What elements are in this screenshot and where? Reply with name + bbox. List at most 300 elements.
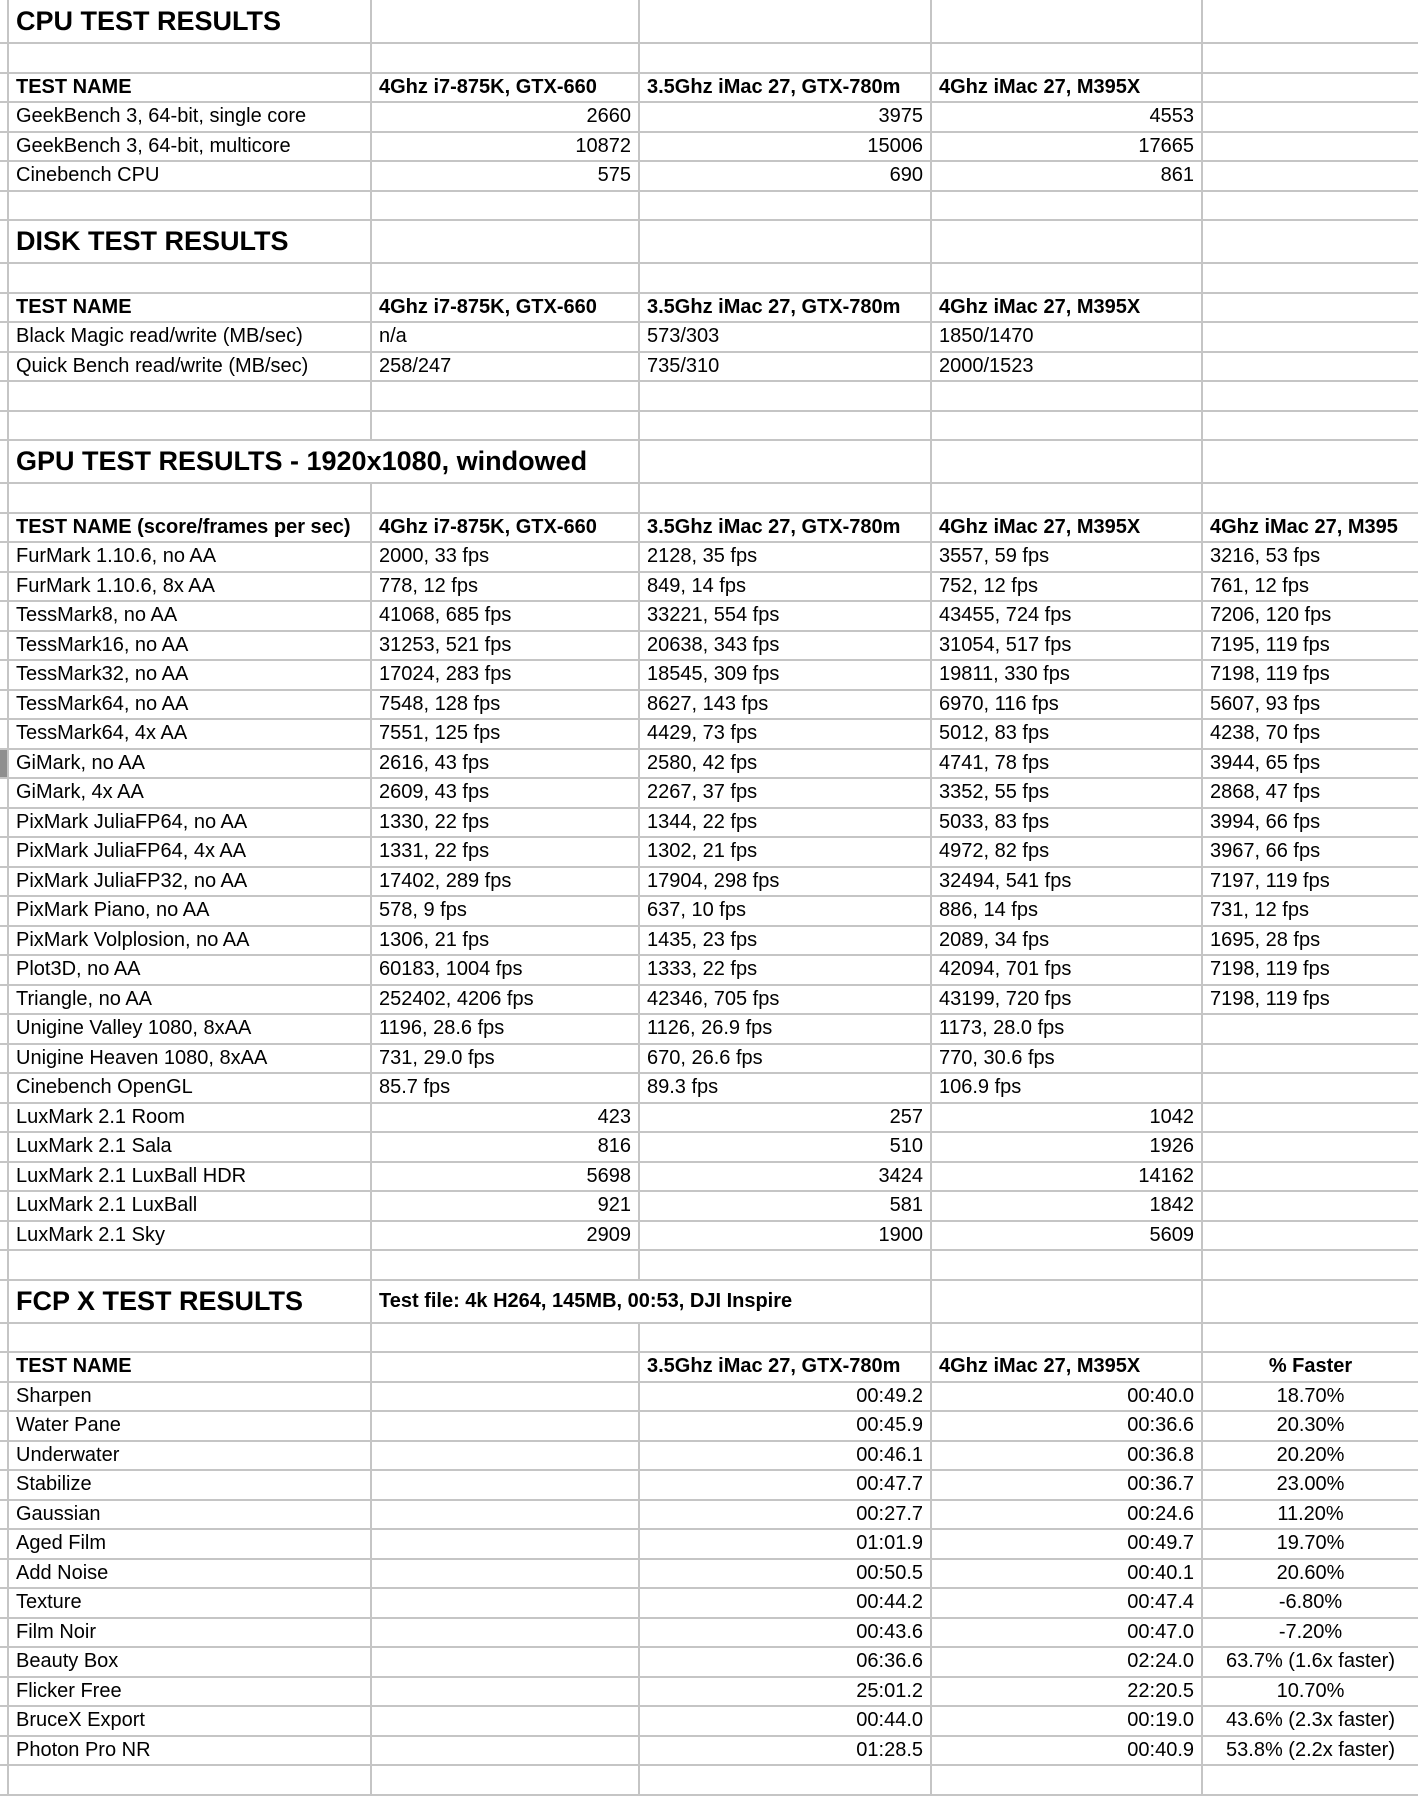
data-row bbox=[0, 955, 1418, 985]
sliver-cell bbox=[0, 867, 8, 897]
sliver-cell bbox=[0, 132, 8, 162]
sliver-cell bbox=[0, 1382, 8, 1412]
sliver-cell bbox=[0, 749, 8, 779]
data-row bbox=[0, 896, 1418, 926]
sliver-cell bbox=[0, 1736, 8, 1766]
data-row bbox=[0, 1191, 1418, 1221]
data-row bbox=[0, 1132, 1418, 1162]
empty-cell bbox=[1202, 263, 1418, 293]
value-cell: 10872 bbox=[371, 132, 639, 162]
value-cell: 573/303 bbox=[639, 322, 931, 352]
value-cell: 778, 12 fps bbox=[371, 572, 639, 602]
value-cell bbox=[1202, 352, 1418, 382]
data-row bbox=[0, 660, 1418, 690]
test-name-cell: Plot3D, no AA bbox=[8, 955, 371, 985]
value-cell bbox=[1202, 1162, 1418, 1192]
sliver-cell bbox=[0, 1647, 8, 1677]
value-cell: 4238, 70 fps bbox=[1202, 719, 1418, 749]
value-cell: 423 bbox=[371, 1103, 639, 1133]
value-cell: 41068, 685 fps bbox=[371, 601, 639, 631]
empty-cell bbox=[931, 440, 1202, 483]
value-cell bbox=[371, 1441, 639, 1471]
data-row bbox=[0, 601, 1418, 631]
data-row bbox=[0, 1559, 1418, 1589]
data-row bbox=[0, 867, 1418, 897]
section-title-row bbox=[0, 440, 1418, 483]
sliver-cell bbox=[0, 513, 8, 543]
empty-cell bbox=[1202, 483, 1418, 513]
sliver-cell bbox=[0, 1280, 8, 1323]
value-cell: 3557, 59 fps bbox=[931, 542, 1202, 572]
sliver-cell bbox=[0, 1529, 8, 1559]
sliver-cell bbox=[0, 1221, 8, 1251]
sliver-cell bbox=[0, 808, 8, 838]
value-cell: 4553 bbox=[931, 102, 1202, 132]
value-cell bbox=[1202, 102, 1418, 132]
value-cell: 106.9 fps bbox=[931, 1073, 1202, 1103]
data-row bbox=[0, 352, 1418, 382]
value-cell: 2000/1523 bbox=[931, 352, 1202, 382]
header-row bbox=[0, 293, 1418, 323]
value-cell: 575 bbox=[371, 161, 639, 191]
empty-cell bbox=[371, 483, 639, 513]
value-cell: 1331, 22 fps bbox=[371, 837, 639, 867]
test-name-cell: TessMark64, 4x AA bbox=[8, 719, 371, 749]
value-cell: 5698 bbox=[371, 1162, 639, 1192]
section-title-fcpx: FCP X TEST RESULTS bbox=[8, 1280, 371, 1323]
value-cell bbox=[371, 1559, 639, 1589]
value-cell: 23.00% bbox=[1202, 1470, 1418, 1500]
test-name-cell: LuxMark 2.1 Sky bbox=[8, 1221, 371, 1251]
test-name-cell: FurMark 1.10.6, no AA bbox=[8, 542, 371, 572]
data-row bbox=[0, 132, 1418, 162]
column-header: TEST NAME bbox=[8, 293, 371, 323]
data-row bbox=[0, 1073, 1418, 1103]
value-cell: 17024, 283 fps bbox=[371, 660, 639, 690]
value-cell bbox=[371, 1411, 639, 1441]
data-row bbox=[0, 572, 1418, 602]
value-cell: 849, 14 fps bbox=[639, 572, 931, 602]
value-cell: 17402, 289 fps bbox=[371, 867, 639, 897]
sliver-cell bbox=[0, 719, 8, 749]
blank-row bbox=[0, 191, 1418, 221]
value-cell bbox=[1202, 1132, 1418, 1162]
column-header: 4Ghz iMac 27, M395X bbox=[931, 513, 1202, 543]
value-cell: 42346, 705 fps bbox=[639, 985, 931, 1015]
empty-cell bbox=[931, 43, 1202, 73]
blank-row bbox=[0, 483, 1418, 513]
value-cell: 3967, 66 fps bbox=[1202, 837, 1418, 867]
value-cell: 15006 bbox=[639, 132, 931, 162]
value-cell bbox=[371, 1736, 639, 1766]
test-name-cell: TessMark8, no AA bbox=[8, 601, 371, 631]
value-cell: 1330, 22 fps bbox=[371, 808, 639, 838]
value-cell: 00:40.0 bbox=[931, 1382, 1202, 1412]
value-cell bbox=[371, 1647, 639, 1677]
value-cell bbox=[371, 1588, 639, 1618]
sliver-cell bbox=[0, 1162, 8, 1192]
empty-cell bbox=[371, 1765, 639, 1795]
empty-cell bbox=[931, 381, 1202, 411]
empty-cell bbox=[931, 263, 1202, 293]
test-name-cell: LuxMark 2.1 Sala bbox=[8, 1132, 371, 1162]
value-cell: 5012, 83 fps bbox=[931, 719, 1202, 749]
value-cell: 53.8% (2.2x faster) bbox=[1202, 1736, 1418, 1766]
value-cell: 3975 bbox=[639, 102, 931, 132]
column-header: TEST NAME (score/frames per sec) bbox=[8, 513, 371, 543]
sliver-cell bbox=[0, 601, 8, 631]
value-cell: 00:36.8 bbox=[931, 1441, 1202, 1471]
value-cell: 02:24.0 bbox=[931, 1647, 1202, 1677]
value-cell: 00:36.6 bbox=[931, 1411, 1202, 1441]
empty-cell bbox=[639, 1765, 931, 1795]
test-name-cell: PixMark Volplosion, no AA bbox=[8, 926, 371, 956]
test-name-cell: GeekBench 3, 64-bit, single core bbox=[8, 102, 371, 132]
test-name-cell: Black Magic read/write (MB/sec) bbox=[8, 322, 371, 352]
sliver-cell bbox=[0, 1559, 8, 1589]
data-row bbox=[0, 1706, 1418, 1736]
test-name-cell: Water Pane bbox=[8, 1411, 371, 1441]
column-header: 3.5Ghz iMac 27, GTX-780m bbox=[639, 293, 931, 323]
sliver-cell bbox=[0, 293, 8, 323]
blank-row bbox=[0, 1765, 1418, 1795]
value-cell: 43199, 720 fps bbox=[931, 985, 1202, 1015]
test-name-cell: TessMark64, no AA bbox=[8, 690, 371, 720]
sliver-cell bbox=[0, 1411, 8, 1441]
value-cell: 2580, 42 fps bbox=[639, 749, 931, 779]
section-title-disk: DISK TEST RESULTS bbox=[8, 220, 371, 263]
column-header: 4Ghz iMac 27, M395X bbox=[931, 293, 1202, 323]
column-header: 4Ghz i7-875K, GTX-660 bbox=[371, 513, 639, 543]
test-name-cell: Underwater bbox=[8, 1441, 371, 1471]
value-cell bbox=[1202, 322, 1418, 352]
sliver-cell bbox=[0, 631, 8, 661]
sliver-cell bbox=[0, 1132, 8, 1162]
empty-cell bbox=[1202, 440, 1418, 483]
empty-cell bbox=[371, 1323, 639, 1353]
value-cell: 1196, 28.6 fps bbox=[371, 1014, 639, 1044]
data-row bbox=[0, 1647, 1418, 1677]
value-cell: 1333, 22 fps bbox=[639, 955, 931, 985]
empty-cell bbox=[931, 411, 1202, 441]
test-name-cell: Film Noir bbox=[8, 1618, 371, 1648]
value-cell: 00:47.7 bbox=[639, 1470, 931, 1500]
value-cell bbox=[371, 1677, 639, 1707]
empty-cell bbox=[371, 220, 639, 263]
empty-cell bbox=[8, 483, 371, 513]
value-cell: 257 bbox=[639, 1103, 931, 1133]
value-cell: 32494, 541 fps bbox=[931, 867, 1202, 897]
empty-cell bbox=[639, 0, 931, 43]
empty-cell bbox=[8, 1765, 371, 1795]
value-cell: 18545, 309 fps bbox=[639, 660, 931, 690]
value-cell: 01:28.5 bbox=[639, 1736, 931, 1766]
value-cell: 670, 26.6 fps bbox=[639, 1044, 931, 1074]
test-name-cell: Sharpen bbox=[8, 1382, 371, 1412]
blank-row bbox=[0, 1250, 1418, 1280]
sliver-cell bbox=[0, 1250, 8, 1280]
test-name-cell: LuxMark 2.1 LuxBall HDR bbox=[8, 1162, 371, 1192]
value-cell: 00:47.0 bbox=[931, 1618, 1202, 1648]
value-cell: 637, 10 fps bbox=[639, 896, 931, 926]
test-name-cell: Quick Bench read/write (MB/sec) bbox=[8, 352, 371, 382]
sliver-cell bbox=[0, 1500, 8, 1530]
sliver-cell bbox=[0, 1470, 8, 1500]
empty-cell bbox=[8, 191, 371, 221]
test-name-cell: Unigine Heaven 1080, 8xAA bbox=[8, 1044, 371, 1074]
sliver-cell bbox=[0, 440, 8, 483]
empty-cell bbox=[1202, 411, 1418, 441]
test-name-cell: Triangle, no AA bbox=[8, 985, 371, 1015]
column-header: 3.5Ghz iMac 27, GTX-780m bbox=[639, 73, 931, 103]
empty-cell bbox=[1202, 0, 1418, 43]
value-cell: 89.3 fps bbox=[639, 1073, 931, 1103]
value-cell: 00:46.1 bbox=[639, 1441, 931, 1471]
test-name-cell: PixMark JuliaFP32, no AA bbox=[8, 867, 371, 897]
sliver-cell bbox=[0, 263, 8, 293]
value-cell: 1126, 26.9 fps bbox=[639, 1014, 931, 1044]
blank-row bbox=[0, 1323, 1418, 1353]
column-header: 3.5Ghz iMac 27, GTX-780m bbox=[639, 513, 931, 543]
test-name-cell: Cinebench CPU bbox=[8, 161, 371, 191]
value-cell: 5607, 93 fps bbox=[1202, 690, 1418, 720]
sliver-cell bbox=[0, 352, 8, 382]
sliver-cell bbox=[0, 1014, 8, 1044]
empty-cell bbox=[639, 381, 931, 411]
test-name-cell: FurMark 1.10.6, 8x AA bbox=[8, 572, 371, 602]
empty-cell bbox=[931, 1250, 1202, 1280]
value-cell: 2616, 43 fps bbox=[371, 749, 639, 779]
value-cell: 752, 12 fps bbox=[931, 572, 1202, 602]
section-title-row bbox=[0, 1280, 1418, 1323]
data-row bbox=[0, 1677, 1418, 1707]
sliver-cell bbox=[0, 896, 8, 926]
value-cell: 816 bbox=[371, 1132, 639, 1162]
value-cell: 18.70% bbox=[1202, 1382, 1418, 1412]
empty-cell bbox=[639, 263, 931, 293]
value-cell bbox=[1202, 1221, 1418, 1251]
data-row bbox=[0, 1588, 1418, 1618]
data-row bbox=[0, 1470, 1418, 1500]
data-row bbox=[0, 1618, 1418, 1648]
sliver-cell bbox=[0, 690, 8, 720]
value-cell: 3352, 55 fps bbox=[931, 778, 1202, 808]
empty-cell bbox=[8, 263, 371, 293]
value-cell: 19.70% bbox=[1202, 1529, 1418, 1559]
value-cell: 581 bbox=[639, 1191, 931, 1221]
empty-cell bbox=[371, 381, 639, 411]
sliver-cell bbox=[0, 955, 8, 985]
empty-cell bbox=[1202, 1250, 1418, 1280]
sliver-cell bbox=[0, 191, 8, 221]
value-cell: 770, 30.6 fps bbox=[931, 1044, 1202, 1074]
data-row bbox=[0, 690, 1418, 720]
sliver-cell bbox=[0, 1323, 8, 1353]
data-row bbox=[0, 778, 1418, 808]
data-row bbox=[0, 1736, 1418, 1766]
value-cell: 31054, 517 fps bbox=[931, 631, 1202, 661]
header-row bbox=[0, 1352, 1418, 1382]
value-cell: 00:47.4 bbox=[931, 1588, 1202, 1618]
data-row bbox=[0, 1014, 1418, 1044]
test-name-cell: Add Noise bbox=[8, 1559, 371, 1589]
empty-cell bbox=[371, 43, 639, 73]
sliver-cell bbox=[0, 1191, 8, 1221]
sliver-cell bbox=[0, 161, 8, 191]
sliver-cell bbox=[0, 483, 8, 513]
column-header bbox=[1202, 73, 1418, 103]
value-cell: 31253, 521 fps bbox=[371, 631, 639, 661]
value-cell: 2660 bbox=[371, 102, 639, 132]
data-row bbox=[0, 1382, 1418, 1412]
sliver-cell bbox=[0, 926, 8, 956]
value-cell: 00:27.7 bbox=[639, 1500, 931, 1530]
sliver-cell bbox=[0, 43, 8, 73]
value-cell: 22:20.5 bbox=[931, 1677, 1202, 1707]
sliver-cell bbox=[0, 322, 8, 352]
empty-cell bbox=[1202, 1323, 1418, 1353]
value-cell: 00:49.2 bbox=[639, 1382, 931, 1412]
value-cell: 1900 bbox=[639, 1221, 931, 1251]
sliver-cell bbox=[0, 1677, 8, 1707]
value-cell: 00:44.2 bbox=[639, 1588, 931, 1618]
value-cell: 60183, 1004 fps bbox=[371, 955, 639, 985]
value-cell: 1042 bbox=[931, 1103, 1202, 1133]
sliver-cell bbox=[0, 1103, 8, 1133]
value-cell: 42094, 701 fps bbox=[931, 955, 1202, 985]
value-cell: 731, 12 fps bbox=[1202, 896, 1418, 926]
empty-cell bbox=[931, 1280, 1202, 1323]
data-row bbox=[0, 161, 1418, 191]
empty-cell bbox=[371, 411, 639, 441]
value-cell: 11.20% bbox=[1202, 1500, 1418, 1530]
value-cell: 00:45.9 bbox=[639, 1411, 931, 1441]
value-cell: 7198, 119 fps bbox=[1202, 985, 1418, 1015]
sliver-cell bbox=[0, 1765, 8, 1795]
empty-cell bbox=[931, 483, 1202, 513]
test-name-cell: Flicker Free bbox=[8, 1677, 371, 1707]
value-cell: 20638, 343 fps bbox=[639, 631, 931, 661]
value-cell: 10.70% bbox=[1202, 1677, 1418, 1707]
blank-row bbox=[0, 263, 1418, 293]
value-cell: 690 bbox=[639, 161, 931, 191]
sliver-cell bbox=[0, 1618, 8, 1648]
test-name-cell: Stabilize bbox=[8, 1470, 371, 1500]
column-header: 4Ghz iMac 27, M395 bbox=[1202, 513, 1418, 543]
sliver-cell bbox=[0, 73, 8, 103]
sliver-cell bbox=[0, 542, 8, 572]
test-name-cell: PixMark JuliaFP64, 4x AA bbox=[8, 837, 371, 867]
value-cell: 5033, 83 fps bbox=[931, 808, 1202, 838]
empty-cell bbox=[8, 381, 371, 411]
test-name-cell: PixMark JuliaFP64, no AA bbox=[8, 808, 371, 838]
value-cell bbox=[1202, 132, 1418, 162]
value-cell: 5609 bbox=[931, 1221, 1202, 1251]
value-cell bbox=[371, 1529, 639, 1559]
value-cell: 7197, 119 fps bbox=[1202, 867, 1418, 897]
test-name-cell: Cinebench OpenGL bbox=[8, 1073, 371, 1103]
value-cell: 00:36.7 bbox=[931, 1470, 1202, 1500]
value-cell: 17904, 298 fps bbox=[639, 867, 931, 897]
value-cell: 7548, 128 fps bbox=[371, 690, 639, 720]
data-row bbox=[0, 985, 1418, 1015]
value-cell: 00:43.6 bbox=[639, 1618, 931, 1648]
section-title-gpu: GPU TEST RESULTS - 1920x1080, windowed bbox=[8, 440, 639, 483]
sliver-cell bbox=[0, 660, 8, 690]
data-row bbox=[0, 1411, 1418, 1441]
column-header: TEST NAME bbox=[8, 73, 371, 103]
value-cell: -7.20% bbox=[1202, 1618, 1418, 1648]
column-header: 4Ghz i7-875K, GTX-660 bbox=[371, 293, 639, 323]
header-row bbox=[0, 513, 1418, 543]
empty-cell bbox=[639, 440, 931, 483]
column-header: TEST NAME bbox=[8, 1352, 371, 1382]
empty-cell bbox=[8, 1250, 371, 1280]
empty-cell bbox=[931, 1765, 1202, 1795]
data-row bbox=[0, 926, 1418, 956]
sliver-cell bbox=[0, 1073, 8, 1103]
data-row bbox=[0, 102, 1418, 132]
sliver-cell bbox=[0, 837, 8, 867]
value-cell: 2868, 47 fps bbox=[1202, 778, 1418, 808]
value-cell: 00:49.7 bbox=[931, 1529, 1202, 1559]
empty-cell bbox=[1202, 1765, 1418, 1795]
value-cell: 258/247 bbox=[371, 352, 639, 382]
value-cell: 3424 bbox=[639, 1162, 931, 1192]
sliver-cell bbox=[0, 102, 8, 132]
value-cell: 731, 29.0 fps bbox=[371, 1044, 639, 1074]
blank-row bbox=[0, 43, 1418, 73]
value-cell: 4429, 73 fps bbox=[639, 719, 931, 749]
empty-cell bbox=[371, 191, 639, 221]
column-header: 4Ghz iMac 27, M395X bbox=[931, 1352, 1202, 1382]
value-cell: 17665 bbox=[931, 132, 1202, 162]
value-cell bbox=[371, 1706, 639, 1736]
value-cell: 7198, 119 fps bbox=[1202, 955, 1418, 985]
value-cell: 1344, 22 fps bbox=[639, 808, 931, 838]
value-cell: 4741, 78 fps bbox=[931, 749, 1202, 779]
data-row bbox=[0, 1044, 1418, 1074]
test-name-cell: BruceX Export bbox=[8, 1706, 371, 1736]
column-header bbox=[371, 1352, 639, 1382]
empty-cell bbox=[371, 1250, 639, 1280]
value-cell: 886, 14 fps bbox=[931, 896, 1202, 926]
value-cell: 8627, 143 fps bbox=[639, 690, 931, 720]
value-cell: 1173, 28.0 fps bbox=[931, 1014, 1202, 1044]
data-row bbox=[0, 1103, 1418, 1133]
blank-row bbox=[0, 411, 1418, 441]
value-cell: 7206, 120 fps bbox=[1202, 601, 1418, 631]
test-name-cell: Aged Film bbox=[8, 1529, 371, 1559]
value-cell bbox=[371, 1618, 639, 1648]
data-row bbox=[0, 1500, 1418, 1530]
value-cell: 2128, 35 fps bbox=[639, 542, 931, 572]
sliver-cell bbox=[0, 0, 8, 43]
empty-cell bbox=[8, 1323, 371, 1353]
test-name-cell: Gaussian bbox=[8, 1500, 371, 1530]
sliver-cell bbox=[0, 572, 8, 602]
value-cell: 3994, 66 fps bbox=[1202, 808, 1418, 838]
value-cell: 01:01.9 bbox=[639, 1529, 931, 1559]
value-cell bbox=[1202, 1073, 1418, 1103]
value-cell bbox=[1202, 1044, 1418, 1074]
value-cell: 1926 bbox=[931, 1132, 1202, 1162]
empty-cell bbox=[931, 220, 1202, 263]
value-cell: 2089, 34 fps bbox=[931, 926, 1202, 956]
empty-cell bbox=[639, 483, 931, 513]
test-name-cell: LuxMark 2.1 LuxBall bbox=[8, 1191, 371, 1221]
data-row bbox=[0, 322, 1418, 352]
